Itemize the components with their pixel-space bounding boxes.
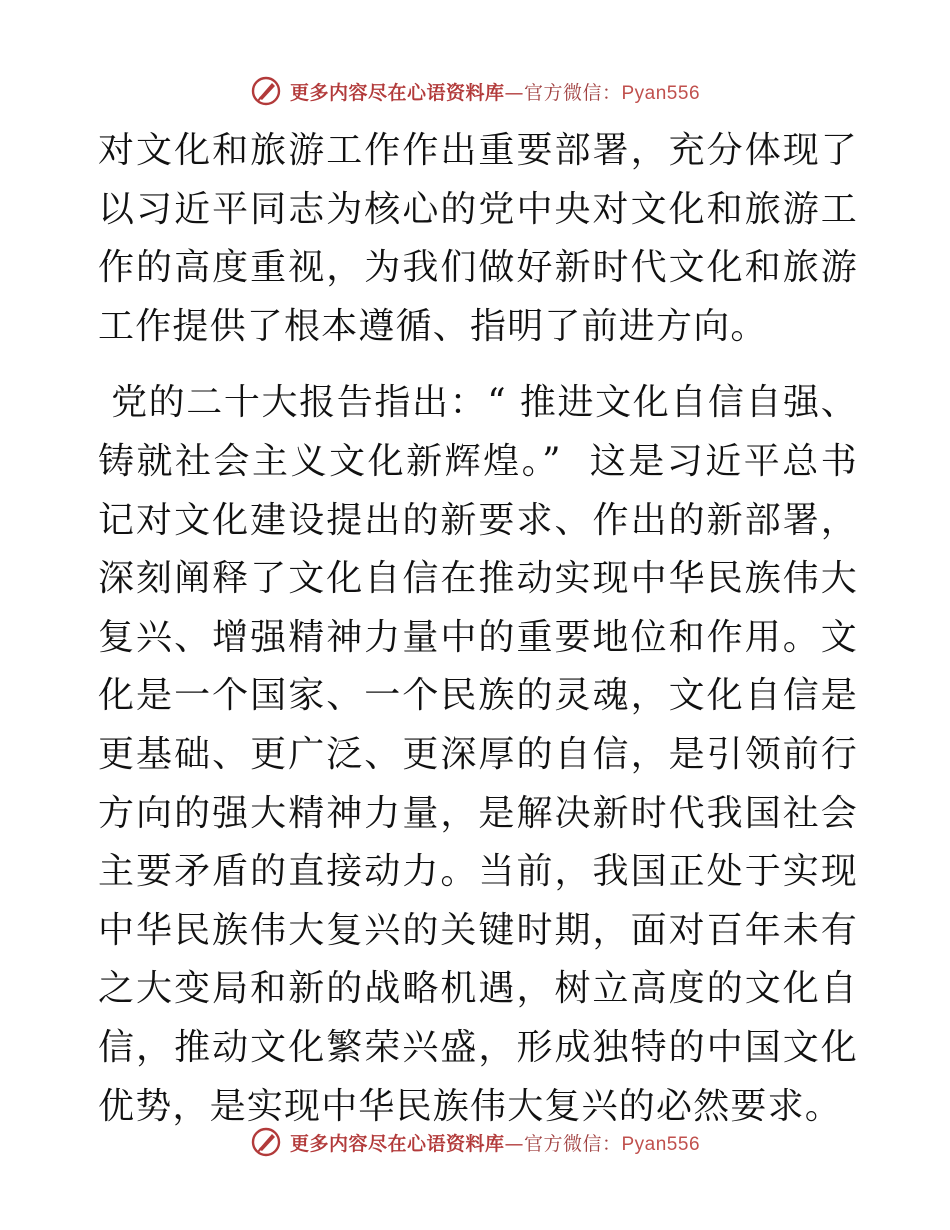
header-watermark [0,71,950,111]
watermark-dash: — [504,81,524,104]
quill-pen-logo-icon [250,75,282,107]
watermark-id: Pyan556 [621,82,701,104]
watermark-label: 官方微信： [523,81,622,104]
watermark-dash: — [504,1132,524,1155]
paragraph-2: 党的二十大报告指出：“ 推进文化自信自强、铸就社会主义文化新辉煌。” 这是习近平总书记对文化建设提出的新要求、作出的新部署，深刻阐释了文化自信在推动实现中华民族伟大复兴、增强精神力量中的重要地位和作用。文化是一个国家、一个民族的灵魂，文化自信是更基础、更广泛、更深厚的自信，是引领前行方向的强大精神力量，是解决新时代我国社会主要矛盾的直接动力。当前，我国正处于实现中华民族伟大复兴的关键时期，面对百年未有之大变局和新的战略机遇，树立高度的文化自信，推动文化繁荣兴盛，形成独特的中国文化优势，是实现中华民族伟大复兴的必然要求。 [98,382,858,1127]
quill-pen-logo-icon [250,1126,282,1158]
watermark-main: 更多内容尽在心语资料库 [289,81,505,104]
footer-watermark [0,1122,950,1162]
watermark-text [290,1129,700,1156]
paragraph-1: 对文化和旅游工作作出重要部署，充分体现了以习近平同志为核心的党中央对文化和旅游工作的高度重视，为我们做好新时代文化和旅游工作提供了根本遵循、指明了前进方向。 [98,130,858,347]
watermark-main: 更多内容尽在心语资料库 [289,1132,505,1155]
document-body [98,122,858,1136]
watermark-text [290,78,700,105]
watermark-id: Pyan556 [621,1133,701,1155]
watermark-label: 官方微信： [523,1132,622,1155]
